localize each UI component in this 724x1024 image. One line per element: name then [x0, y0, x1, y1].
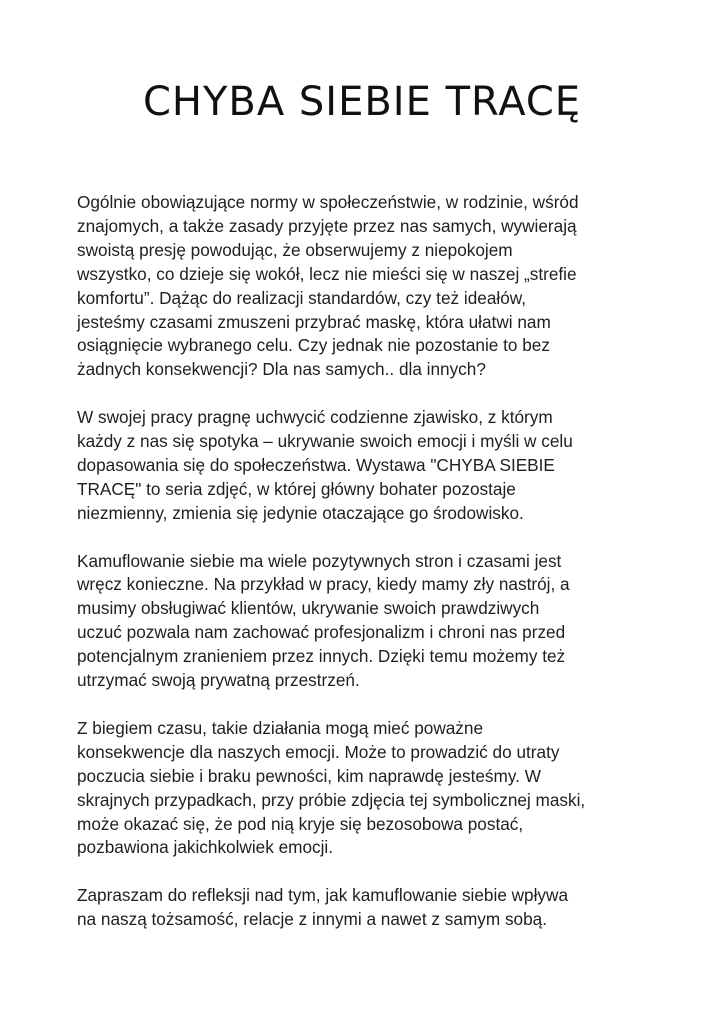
- text-line: Zapraszam do refleksji nad tym, jak kamuflowanie siebie wpływa: [77, 885, 569, 906]
- text-line: Ogólnie obowiązujące normy w społeczeństwie, w rodzinie, wśród: [77, 192, 579, 212]
- text-line: pozbawiona jakichkolwiek emocji.: [77, 837, 334, 858]
- text-line: jesteśmy czasami zmuszeni przybrać maskę, która ułatwi nam: [77, 311, 551, 332]
- paragraph-4: [77, 717, 677, 860]
- text-line: poczucia siebie i braku pewności, kim naprawdę jesteśmy. W: [77, 765, 541, 786]
- text-line: żadnych konsekwencji? Dla nas samych.. dla innych?: [77, 359, 486, 380]
- text-line: Z biegiem czasu, takie działania mogą mieć poważne: [77, 717, 484, 738]
- text-line: może okazać się, że pod nią kryje się bezosobowa postać,: [77, 813, 524, 834]
- text-line: niezmienny, zmienia się jedynie otaczające go środowisko.: [77, 502, 524, 523]
- text-line: na naszą tożsamość, relacje z innymi a nawet z samym sobą.: [77, 909, 547, 930]
- text-line: wszystko, co dzieje się wokół, lecz nie mieści się w naszej „strefie: [77, 263, 577, 284]
- paragraph-5: [77, 884, 677, 932]
- paragraph-3: [77, 550, 677, 693]
- paragraph-2: [77, 406, 677, 526]
- text-line: każdy z nas się spotyka – ukrywanie swoich emocji i myśli w celu: [77, 431, 573, 452]
- text-line: potencjalnym zranieniem przez innych. Dzięki temu możemy też: [77, 646, 566, 667]
- text-line: TRACĘ" to seria zdjęć, w której główny bohater pozostaje: [77, 478, 516, 499]
- text-line: Kamuflowanie siebie ma wiele pozytywnych stron i czasami jest: [77, 550, 562, 571]
- text-line: utrzymać swoją prywatną przestrzeń.: [77, 670, 360, 691]
- text-line: osiągnięcie wybranego celu. Czy jednak nie pozostanie to bez: [77, 335, 550, 356]
- text-line: znajomych, a także zasady przyjęte przez nas samych, wywierają: [77, 215, 577, 236]
- text-line: swoistą presję powodując, że obserwujemy z niepokojem: [77, 239, 513, 260]
- text-line: W swojej pracy pragnę uchwycić codzienne zjawisko, z którym: [77, 407, 553, 428]
- text-line: uczuć pozwala nam zachować profesjonalizm i chroni nas przed: [77, 622, 566, 643]
- text-line: konsekwencje dla naszych emocji. Może to prowadzić do utraty: [77, 741, 560, 762]
- text-line: musimy obsługiwać klientów, ukrywanie swoich prawdziwych: [77, 598, 540, 619]
- page-title: CHYBA SIEBIE TRACĘ: [142, 79, 582, 125]
- text-line: komfortu”. Dążąc do realizacji standardów, czy też ideałów,: [77, 287, 526, 308]
- body-text: [77, 191, 677, 956]
- text-line: skrajnych przypadkach, przy próbie zdjęcia tej symbolicznej maski,: [77, 789, 586, 810]
- paragraph-1: [77, 191, 677, 382]
- text-line: wręcz konieczne. Na przykład w pracy, kiedy mamy zły nastrój, a: [77, 574, 570, 595]
- text-line: dopasowania się do społeczeństwa. Wystawa "CHYBA SIEBIE: [77, 454, 555, 475]
